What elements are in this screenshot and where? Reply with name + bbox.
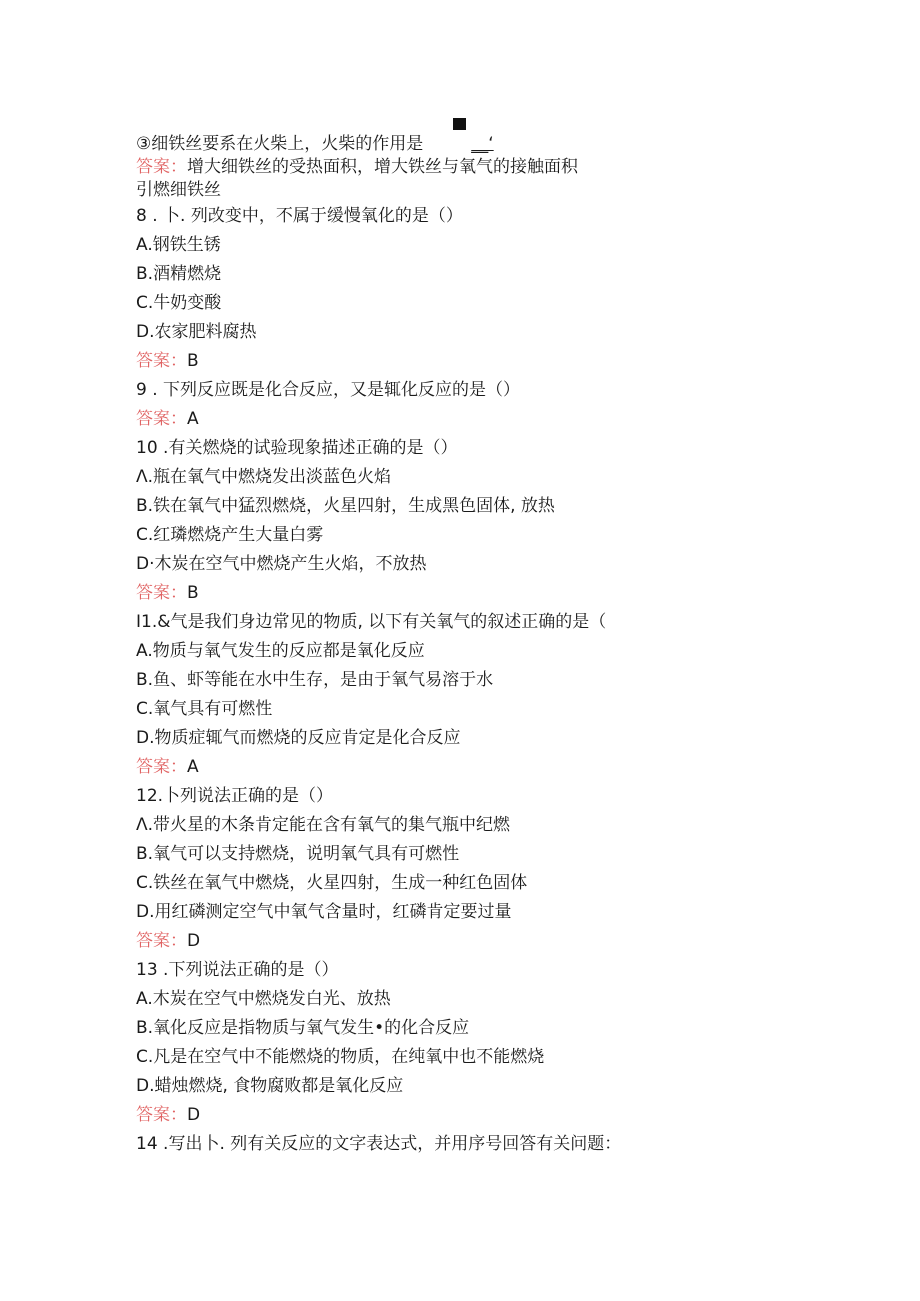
option-line bbox=[136, 637, 876, 666]
q11-option-d: D.物质症辄气而燃烧的反应肯定是化合反应 bbox=[136, 728, 461, 748]
q8-option-a: A.钢铁生锈 bbox=[136, 235, 221, 255]
q11-option-a: A.物质与氧气发生的反应都是氧化反应 bbox=[136, 641, 425, 661]
answer-label: 答案： bbox=[136, 1105, 187, 1125]
q10-option-a: Λ.瓶在氧气中燃烧发出淡蓝色火焰 bbox=[136, 467, 392, 487]
answer-label: 答案： bbox=[136, 409, 187, 429]
answer-line bbox=[136, 927, 876, 956]
q12-answer: D bbox=[187, 931, 201, 951]
option-line bbox=[136, 231, 876, 260]
q7-sub3-text: ③细铁丝要系在火柴上，火柴的作用是 bbox=[136, 134, 424, 154]
q7-answer-text-2: 引燃细铁丝 bbox=[136, 180, 221, 200]
answer-line bbox=[136, 579, 876, 608]
option-line bbox=[136, 811, 876, 840]
q14-stem: 14 .写出卜. 列有关反应的文字表达式，并用序号回答有关问题： bbox=[136, 1134, 622, 1154]
q11-option-c: C.氧气具有可燃性 bbox=[136, 699, 273, 719]
answer-label: 答案： bbox=[136, 757, 187, 777]
q8-stem: 8 . 卜. 列改变中，不属于缓慢氧化的是（） bbox=[136, 206, 463, 226]
answer-line bbox=[136, 347, 876, 376]
question-stem bbox=[136, 434, 876, 463]
option-line bbox=[136, 666, 876, 695]
black-square-mark bbox=[453, 118, 466, 130]
q11-answer: A bbox=[187, 757, 199, 777]
q7-answer-line bbox=[136, 156, 876, 179]
option-line bbox=[136, 260, 876, 289]
q13-option-c: C.凡是在空气中不能燃烧的物质，在纯氧中也不能燃烧 bbox=[136, 1047, 545, 1067]
q10-option-c: C.红璘燃烧产生大量白雾 bbox=[136, 525, 324, 545]
q10-stem: 10 .有关燃烧的试验现象描述正确的是（） bbox=[136, 438, 458, 458]
option-line bbox=[136, 695, 876, 724]
question-stem bbox=[136, 782, 876, 811]
q10-option-b: B.铁在氧气中猛烈燃烧，火星四射，生成黑色固体, 放热 bbox=[136, 496, 555, 516]
option-line bbox=[136, 898, 876, 927]
q12-option-a: Λ.带火星的木条肯定能在含有氧气的集气瓶中纪燃 bbox=[136, 815, 511, 835]
question-stem bbox=[136, 608, 876, 637]
option-line bbox=[136, 869, 876, 898]
q11-option-b: B.鱼、虾等能在水中生存，是由于氧气易溶于水 bbox=[136, 670, 494, 690]
answer-label: 答案： bbox=[136, 351, 187, 371]
q7-sub3-line bbox=[136, 133, 876, 156]
answer-label: 答案： bbox=[136, 583, 187, 603]
question-stem bbox=[136, 376, 876, 405]
q9-stem: 9 . 下列反应既是化合反应，又是辄化反应的是（） bbox=[136, 380, 521, 400]
option-line bbox=[136, 550, 876, 579]
option-line bbox=[136, 521, 876, 550]
option-line bbox=[136, 840, 876, 869]
q7-answer-text: 增大细铁丝的受热面积，增大铁丝与氧气的接触面积 bbox=[187, 157, 578, 177]
q12-option-b: B.氧气可以支持燃烧，说明氧气具有可燃性 bbox=[136, 844, 460, 864]
q13-answer: D bbox=[187, 1105, 201, 1125]
q10-option-d: D·木炭在空气中燃烧产生火焰，不放热 bbox=[136, 554, 427, 574]
q12-stem: 12.卜列说法正确的是（） bbox=[136, 786, 334, 806]
option-line bbox=[136, 1072, 876, 1101]
q13-option-a: A.木炭在空气中燃烧发白光、放热 bbox=[136, 989, 391, 1009]
q9-answer: A bbox=[187, 409, 199, 429]
question-stem bbox=[136, 202, 876, 231]
q13-option-b: B.氧化反应是指物质与氧气发生•的化合反应 bbox=[136, 1018, 470, 1038]
option-line bbox=[136, 724, 876, 753]
q7-sub3-blank: __‘ bbox=[471, 134, 494, 154]
answer-label: 答案： bbox=[136, 931, 187, 951]
q10-answer: B bbox=[187, 583, 199, 603]
q13-option-d: D.蜡烛燃烧, 食物腐败都是氧化反应 bbox=[136, 1076, 404, 1096]
answer-label: 答案： bbox=[136, 157, 187, 177]
q8-option-b: B.酒精燃烧 bbox=[136, 264, 222, 284]
q13-stem: 13 .下列说法正确的是（） bbox=[136, 960, 339, 980]
q8-option-c: C.牛奶变酸 bbox=[136, 293, 222, 313]
option-line bbox=[136, 985, 876, 1014]
answer-line bbox=[136, 753, 876, 782]
question-stem bbox=[136, 956, 876, 985]
option-line bbox=[136, 492, 876, 521]
q8-answer: B bbox=[187, 351, 199, 371]
q11-stem: I1.&气是我们身边常见的物质, 以下有关氧气的叙述正确的是（ bbox=[136, 612, 607, 632]
q12-option-d: D.用红磷测定空气中氧气含量时，红磷肯定要过量 bbox=[136, 902, 512, 922]
option-line bbox=[136, 289, 876, 318]
answer-line bbox=[136, 1101, 876, 1130]
option-line bbox=[136, 463, 876, 492]
q8-option-d: D.农家肥料腐热 bbox=[136, 322, 257, 342]
option-line bbox=[136, 1043, 876, 1072]
option-line bbox=[136, 318, 876, 347]
q12-option-c: C.铁丝在氧气中燃烧，火星四射，生成一种红色固体 bbox=[136, 873, 528, 893]
option-line bbox=[136, 1014, 876, 1043]
answer-line bbox=[136, 405, 876, 434]
question-list bbox=[136, 133, 876, 1159]
q7-answer-line-2 bbox=[136, 179, 876, 202]
question-stem bbox=[136, 1130, 876, 1159]
